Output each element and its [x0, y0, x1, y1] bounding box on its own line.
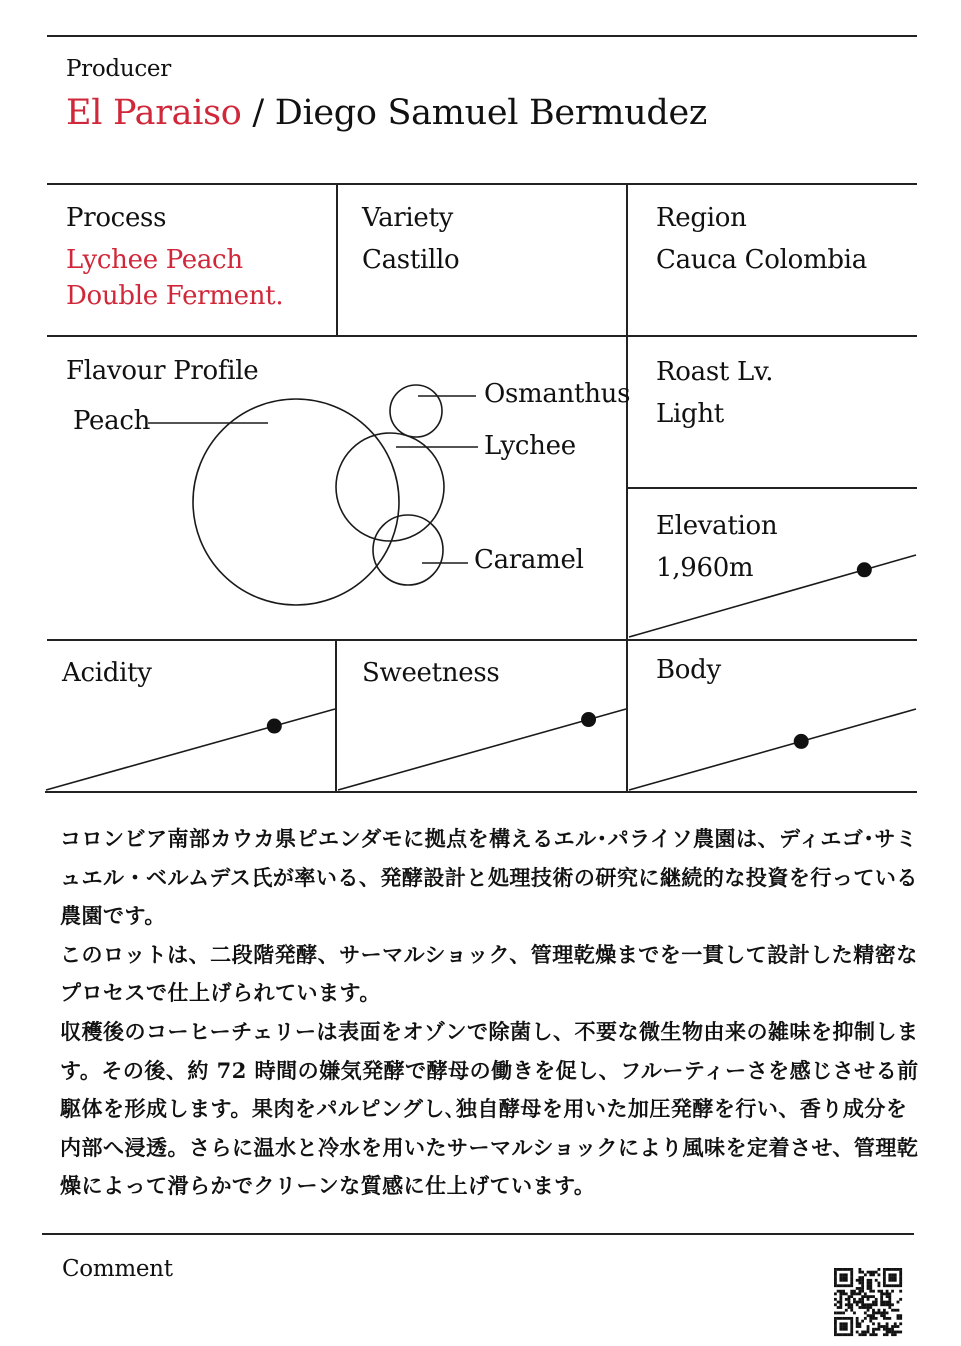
comment-label: Comment — [62, 1256, 173, 1282]
elevation-label: Elevation — [656, 511, 778, 541]
farm-name: El Paraiso — [66, 93, 242, 133]
roast-value: Light — [656, 399, 724, 429]
acidity-label: Acidity — [62, 658, 152, 688]
body-label: Body — [656, 655, 721, 685]
producer-person: Diego Samuel Bermudez — [274, 93, 708, 133]
description-paragraph: 収穫後のコーヒーチェリーは表面をオゾンで除菌し、不要な微生物由来の雑味を抑制します。その後、約 72 時間の嫌気発酵で酵母の働きを促し、フルーティーさを感じさせる前駆体を形成します。果肉をパルピングし､独自酵母を用いた加圧発酵を行い、香り成分を内部へ浸透。さらに温水と冷水を用いたサーマルショックにより風味を定着させ、管理乾燥によって滑らかでクリーンな質感に仕上げています。 — [60, 1018, 919, 1199]
flavour-note-osmanthus: Osmanthus — [484, 379, 631, 409]
region-label: Region — [656, 203, 747, 233]
description-paragraph: コロンビア南部カウカ県ピエンダモに拠点を構えるエル･パライソ農園は、ディエゴ･サミュエル・ベルムデス氏が率いる、発酵設計と処理技術の研究に継続的な投資を行っている農園です。 — [60, 826, 918, 929]
description-paragraph: このロットは、二段階発酵、サーマルショック、管理乾燥までを一貫して設計した精密なプロセスで仕上げられています。 — [60, 941, 918, 1006]
process-value-line2: Double Ferment. — [66, 281, 284, 311]
producer-label: Producer — [66, 56, 171, 82]
roast-label: Roast Lv. — [656, 357, 774, 387]
process-value-line1: Lychee Peach — [66, 245, 243, 275]
elevation-value: 1,960m — [656, 553, 754, 583]
process-label: Process — [66, 203, 167, 233]
flavour-note-lychee: Lychee — [484, 431, 576, 461]
name-separator: / — [241, 93, 275, 133]
sweetness-label: Sweetness — [362, 658, 500, 688]
flavour-note-caramel: Caramel — [474, 545, 584, 575]
qr-modules — [834, 1268, 902, 1336]
variety-label: Variety — [362, 203, 454, 233]
flavour-note-peach: Peach — [73, 406, 151, 436]
variety-value: Castillo — [362, 245, 460, 275]
region-value: Cauca Colombia — [656, 245, 867, 275]
flavour-label: Flavour Profile — [66, 356, 259, 386]
